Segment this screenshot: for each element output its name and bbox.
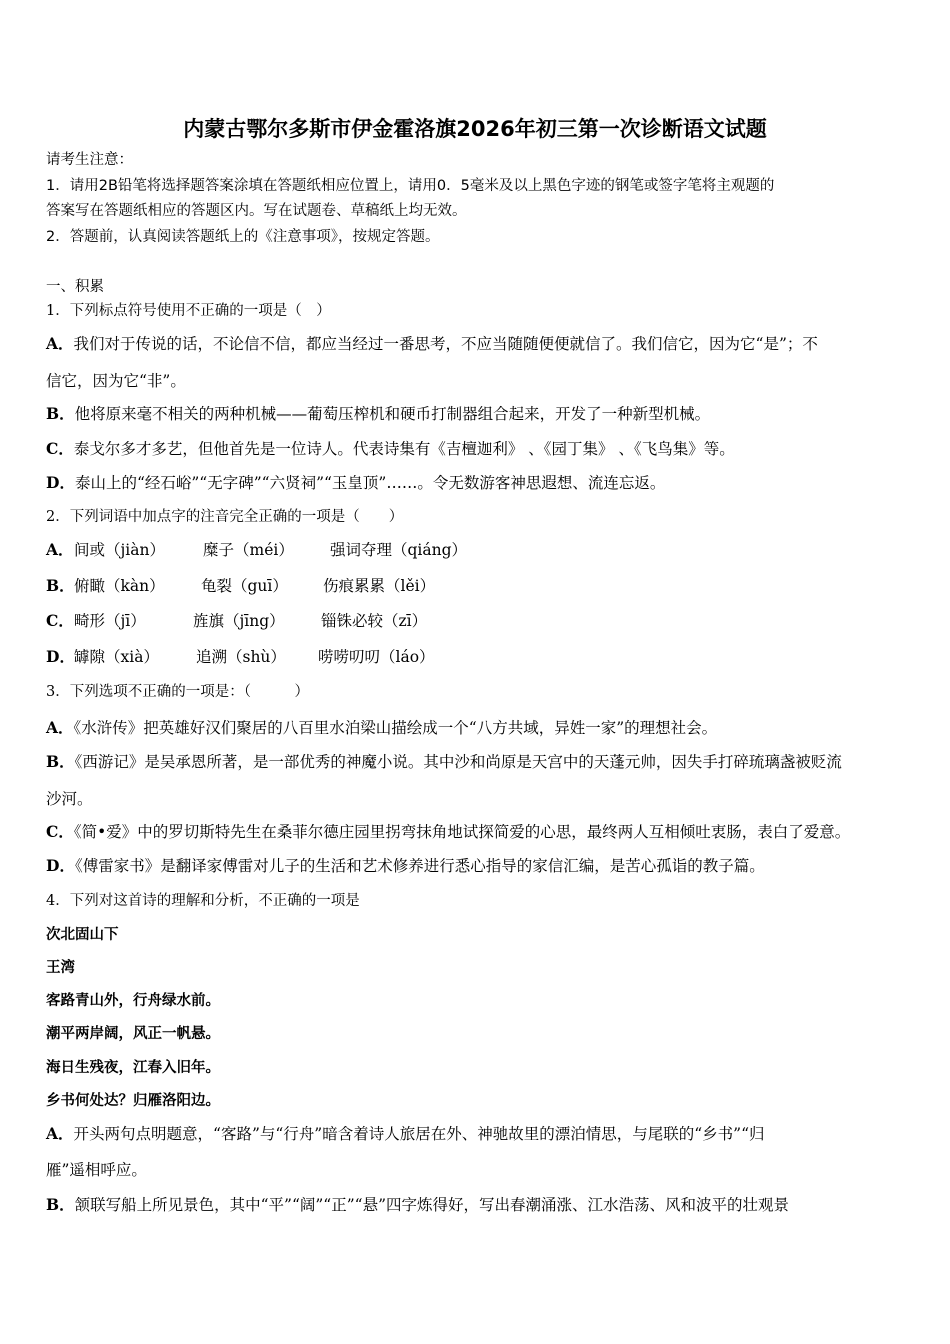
option-letter: A． [46, 334, 74, 353]
q4-option-a-cont: 雁”遥相呼应。 [46, 1161, 147, 1179]
pinyin-item: 强词夺理（qiáng） [330, 541, 468, 559]
q4-option-a: A．开头两句点明题意，“客路”与“行舟”暗含着诗人旅居在外、神驰故里的漂泊情思，与尾联的“乡书”“归 [46, 1124, 765, 1143]
q2-option-b [46, 576, 926, 596]
q1-option-c: C．泰戈尔多才多艺，但他首先是一位诗人。代表诗集有《吉檀迦利》 、《园丁集》 、《飞鸟集》等。 [46, 439, 735, 458]
pinyin-item: 旌旗（jīng） [193, 612, 285, 630]
option-letter: B． [46, 576, 75, 595]
section-heading: 一、积累 [46, 279, 104, 295]
poem-line: 乡书何处达？归雁洛阳边。 [46, 1092, 220, 1109]
notice-1: 1．请用2B铅笔将选择题答案涂填在答题纸相应位置上，请用0．5毫米及以上黑色字迹的钢笔或签字笔将主观题的 [46, 178, 775, 194]
poem-line: 客路青山外，行舟绿水前。 [46, 992, 220, 1009]
poem-title: 次北固山下 [46, 926, 119, 943]
q3-option-b: B．《西游记》是吴承恩所著，是一部优秀的神魔小说。其中沙和尚原是天宫中的天蓬元帅，因失手打碎琉璃盏被贬流 [46, 752, 842, 771]
q3-option-b-cont: 沙河。 [46, 790, 93, 808]
page-title: 内蒙古鄂尔多斯市伊金霍洛旗2026年初三第一次诊断语文试题 [183, 117, 767, 141]
pinyin-item: 罅隙（xià） [74, 648, 159, 666]
pinyin-item: 唠唠叨叨（láo） [318, 648, 435, 666]
q1-option-a: A．我们对于传说的话，不论信不信，都应当经过一番思考，不应当随随便便就信了。我们信它，因为它“是”；不 [46, 334, 818, 353]
q2-option-c [46, 611, 926, 631]
poem-author: 王湾 [46, 959, 75, 976]
notice-head: 请考生注意： [46, 152, 133, 168]
pinyin-item: 糜子（méi） [203, 541, 294, 559]
option-letter: D． [46, 647, 75, 666]
q4-option-b: B．颔联写船上所见景色，其中“平”“阔”“正”“悬”四字炼得好，写出春潮涌涨、江水浩荡、风和波平的壮观景 [46, 1195, 790, 1214]
q3-stem: 3．下列选项不正确的一项是：（ ） [46, 684, 309, 700]
q1-option-a-cont: 信它，因为它“非”。 [46, 372, 186, 390]
q2-stem: 2．下列词语中加点字的注音完全正确的一项是（ ） [46, 509, 404, 525]
option-letter: C． [46, 611, 74, 630]
notice-1b: 答案写在答题纸相应的答题区内。写在试题卷、草稿纸上均无效。 [46, 203, 467, 219]
notice-2: 2．答题前，认真阅读答题纸上的《注意事项》，按规定答题。 [46, 229, 440, 245]
option-letter: A． [46, 540, 74, 559]
pinyin-item: 龟裂（guī） [201, 577, 288, 595]
q1-stem: 1．下列标点符号使用不正确的一项是（ ） [46, 303, 331, 319]
pinyin-item: 俯瞰（kàn） [74, 577, 165, 595]
poem-line: 海日生残夜，江春入旧年。 [46, 1059, 220, 1076]
q3-option-c: C．《简•爱》中的罗切斯特先生在桑菲尔德庄园里拐弯抹角地试探简爱的心思，最终两人互相倾吐衷肠，表白了爱意。 [46, 822, 851, 841]
q1-option-b: B．他将原来毫不相关的两种机械——葡萄压榨机和硬币打制器组合起来，开发了一种新型机械。 [46, 404, 711, 423]
pinyin-item: 追溯（shù） [196, 648, 286, 666]
q3-option-d: D．《傅雷家书》是翻译家傅雷对儿子的生活和艺术修养进行悉心指导的家信汇编，是苦心孤诣的教子篇。 [46, 856, 765, 875]
pinyin-item: 畸形（jī） [74, 612, 146, 630]
q2-option-a [46, 540, 926, 560]
q1-option-d: D．泰山上的“经石峪”“无字碑”“六贤祠”“玉皇顶”……。令无数游客神思遐想、流连忘返。 [46, 473, 666, 492]
pinyin-item: 间或（jiàn） [74, 541, 165, 559]
pinyin-item: 锱铢必较（zī） [321, 612, 428, 630]
q4-stem: 4．下列对这首诗的理解和分析，不正确的一项是 [46, 893, 360, 909]
pinyin-item: 伤痕累累（lěi） [323, 577, 436, 595]
q2-option-d [46, 647, 926, 667]
q3-option-a: A．《水浒传》把英雄好汉们聚居的八百里水泊梁山描绘成一个“八方共域，异姓一家”的理想社会。 [46, 718, 718, 737]
poem-line: 潮平两岸阔，风正一帆悬。 [46, 1025, 220, 1042]
